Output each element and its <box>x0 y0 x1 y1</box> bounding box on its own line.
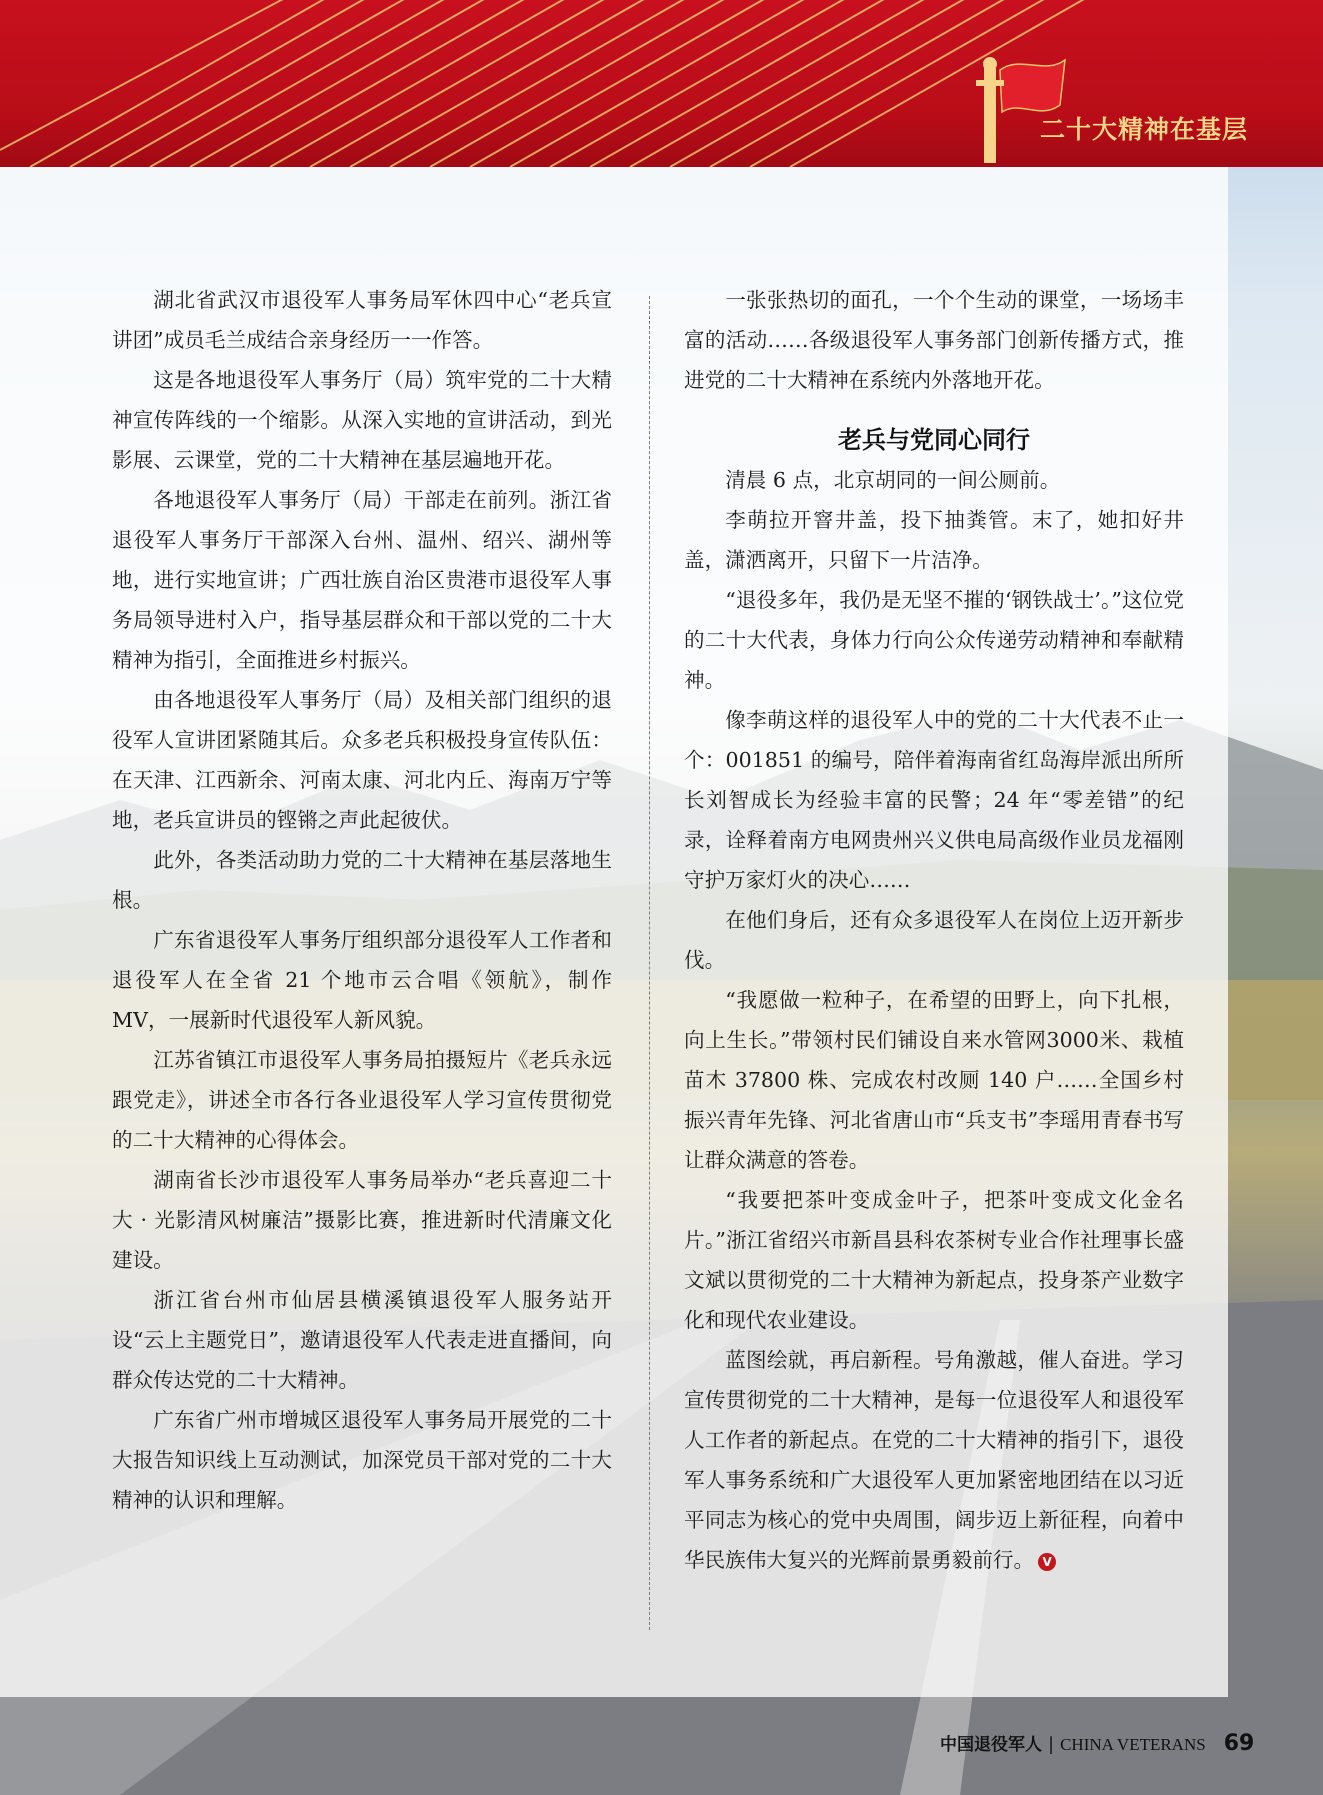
paragraph: 广东省退役军人事务厅组织部分退役军人工作者和退役军人在全省 21 个地市云合唱《领航》，制作 MV，一展新时代退役军人新风貌。 <box>112 928 612 1032</box>
page-number: 69 <box>1223 1731 1255 1756</box>
closing-paragraph-text: 蓝图绘就，再启新程。号角激越，催人奋进。学习宣传贯彻党的二十大精神，是每一位退役军人和退役军人工作者的新起点。在党的二十大精神的指引下，退役军人事务系统和广大退役军人更加紧密地团结在以习近平同志为核心的党中央周围，阔步迈上新征程，向着中华民族伟大复兴的光辉前景勇毅前行。 <box>684 1348 1184 1572</box>
paragraph: 这是各地退役军人事务厅（局）筑牢党的二十大精神宣传阵线的一个缩影。从深入实地的宣讲活动，到光影展、云课堂，党的二十大精神在基层遍地开花。 <box>112 368 612 472</box>
paragraph: 湖南省长沙市退役军人事务局举办“老兵喜迎二十大 · 光影清风树廉洁”摄影比赛，推进新时代清廉文化建设。 <box>112 1168 612 1272</box>
column-divider <box>649 296 650 1630</box>
paragraph: “退役多年，我仍是无坚不摧的‘钢铁战士’。”这位党的二十大代表，身体力行向公众传递劳动精神和奉献精神。 <box>684 588 1184 692</box>
paragraph: 在他们身后，还有众多退役军人在岗位上迈开新步伐。 <box>684 908 1184 972</box>
magazine-english-name: CHINA VETERANS <box>1060 1735 1206 1754</box>
paragraph: 由各地退役军人事务厅（局）及相关部门组织的退役军人宣讲团紧随其后。众多老兵积极投身宣传队伍：在天津、江西新余、河南太康、河北内丘、海南万宁等地，老兵宣讲员的铿锵之声此起彼伏。 <box>112 688 612 832</box>
paragraph: 浙江省台州市仙居县横溪镇退役军人服务站开设“云上主题党日”，邀请退役军人代表走进直播间，向群众传达党的二十大精神。 <box>112 1288 612 1392</box>
paragraph: 清晨 6 点，北京胡同的一间公厕前。 <box>725 468 1061 492</box>
paragraph: 一张张热切的面孔，一个个生动的课堂，一场场丰富的活动……各级退役军人事务部门创新传播方式，推进党的二十大精神在系统内外落地开花。 <box>684 288 1184 392</box>
paragraph: 李萌拉开窨井盖，投下抽粪管。末了，她扣好井盖，潇洒离开，只留下一片洁净。 <box>684 508 1184 572</box>
section-banner-title: 二十大精神在基层 <box>1040 115 1249 144</box>
paragraph: 湖北省武汉市退役军人事务局军休四中心“老兵宣讲团”成员毛兰成结合亲身经历一一作答。 <box>112 288 612 352</box>
header-banner <box>0 0 1323 167</box>
paragraph: 各地退役军人事务厅（局）干部走在前列。浙江省退役军人事务厅干部深入台州、温州、绍兴、湖州等地，进行实地宣讲；广西壮族自治区贵港市退役军人事务局领导进村入户，指导基层群众和干部以党的二十大精神为指引，全面推进乡村振兴。 <box>112 488 612 672</box>
right-column <box>684 280 1184 1580</box>
end-mark-icon: V <box>1038 1553 1056 1571</box>
paragraph: “我愿做一粒种子，在希望的田野上，向下扎根，向上生长。”带领村民们铺设自来水管网3000米、栽植苗木 37800 株、完成农村改厕 140 户……全国乡村振兴青年先锋、河北省唐山市“兵支书”李瑶用青春书写让群众满意的答卷。 <box>684 988 1184 1172</box>
paragraph: “我要把茶叶变成金叶子，把茶叶变成文化金名片。”浙江省绍兴市新昌县科农茶树专业合作社理事长盛文斌以贯彻党的二十大精神为新起点，投身茶产业数字化和现代农业建设。 <box>684 1188 1184 1332</box>
page-footer <box>940 1730 1254 1760</box>
paragraph: 此外，各类活动助力党的二十大精神在基层落地生根。 <box>112 848 612 912</box>
footer-separator: | <box>1048 1734 1055 1755</box>
paragraph: 像李萌这样的退役军人中的党的二十大代表不止一个：001851 的编号，陪伴着海南省红岛海岸派出所所长刘智成长为经验丰富的民警；24 年“零差错”的纪录，诠释着南方电网贵州兴义供电局高级作业员龙福刚守护万家灯火的决心…… <box>684 708 1184 892</box>
left-column <box>112 280 612 1520</box>
paragraph <box>684 1340 1184 1580</box>
paragraph: 广东省广州市增城区退役军人事务局开展党的二十大报告知识线上互动测试，加深党员干部对党的二十大精神的认识和理解。 <box>112 1408 612 1512</box>
paragraph: 江苏省镇江市退役军人事务局拍摄短片《老兵永远跟党走》，讲述全市各行各业退役军人学习宣传贯彻党的二十大精神的心得体会。 <box>112 1048 612 1152</box>
magazine-name: 中国退役军人 <box>940 1735 1042 1755</box>
section-heading: 老兵与党同心同行 <box>838 426 1030 454</box>
